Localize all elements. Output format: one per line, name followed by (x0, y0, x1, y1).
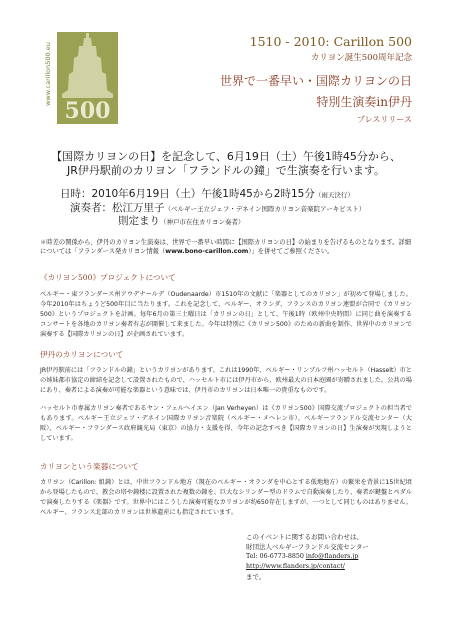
performer-line2 (118, 213, 245, 228)
section-body-itami-2: ハッセルト市専属カリヨン奏者であるヤン・フェルヘイエン（Jan Verheyen）は《カリヨン500》国際交流プロジェクトの担当者でもあります。ベルギー王立ジェフ・デネイン国際カリヨン音楽院（ベルギー・メヘレン市）、ベルギーフランドル交流センター（大阪）、ベルギー・フランダース政府観光局（東京）の協力・支援を得、今年の記念すべき【国際カリヨンの日】生演奏が実現しようとしています。 (40, 405, 412, 442)
performer-label: 演奏者： (70, 202, 112, 214)
performer2-note: （神戸市在住カリヨン奏者） (160, 218, 245, 226)
section-title-itami-carillon: 伊丹のカリヨンについて (40, 350, 124, 359)
event-date-text: 日時：2010年6月19日（土）午後1時45から2時15分 (60, 188, 315, 200)
logo-side-text: www.carillon500.eu (44, 42, 52, 106)
logo-box (57, 32, 118, 124)
lead-line1: 【国際カリヨンの日】を記念して、6月19日（土）午後1時45分から、 (51, 150, 401, 163)
bono-carillon-link[interactable]: www.bono-carillon.com (165, 248, 249, 255)
bell-tower-icon (57, 32, 118, 98)
performer1-note: （ベルギー王立ジェフ・デネイン国際カリヨン音楽院アーキビスト） (164, 205, 366, 213)
event-date (60, 186, 354, 201)
section-body-carillon500: ベルギー・東フランダース州アウデナールデ（Oudenaarde）市1510年の文献に「楽器としてのカリヨン」が初めて登場しました。今年2010年はちょうど500年目に当たります。これを記念して、ベルギー、オランダ、フランスのカリヨン連盟が合同で《カリヨン500》というプロジェクトを計画。毎年6月の第三土曜日は「カリヨンの日」として、午後1時（欧州中央時間）に同じ曲を演奏するコンサートを各地のカリヨン奏者有志が開催して来ました。今年は特別に《カリヨン500》のための新曲を制作、世界中のカリヨンで演奏する【国際カリヨンの日】が企画されています。 (40, 291, 412, 338)
section-title-instrument: カリヨンという楽器について (40, 462, 139, 471)
event-date-note: （雨天決行） (314, 191, 354, 199)
contact-tel-line (246, 552, 426, 562)
contact-tel: Tel: 06-6773-8850 (246, 553, 306, 560)
lead-line2: JR伊丹駅前のカリヨン「フランドルの鐘」で生演奏を行います。 (66, 164, 385, 177)
contact-line5: まで。 (246, 573, 266, 581)
contact-line1: このイベントに関するお問い合わせは、 (246, 533, 363, 541)
contact-url-link[interactable]: http://www.flanders.jp/contact/ (246, 563, 345, 570)
timezone-note: ＊時差の関係から、伊丹のカリヨン生演奏は、世界で一番早い時間に【国際カリヨンの日】の始まりを告げるものとなります。詳細については「フランダース発カリヨン情報（www.bono-carillon.com）」を併せてご参照ください。 (40, 239, 412, 255)
header-title: 1510 - 2010: Carillon 500 (249, 34, 412, 49)
press-release-label: プレスリリース (356, 115, 412, 124)
contact-block (246, 532, 426, 582)
section-body-instrument: カリヨン（Carillon: 組鐘）とは、中世フランドル地方（現在のベルギー・オランダを中心とする低地地方）の繁栄を背景に15世紀頃から登場したもので、教会の塔や鐘楼に設置された複数の鐘を、巨大なシリンダー型のドラムで自動演奏したり、奏者が鍵盤とペダルで演奏したりする《楽器》です。世界中にはこうした演奏可能なカリヨンが約650存在しますが、一つとして同じものはありません。ベルギー、フランス北部のカリヨンは世界遺産にも指定されています。 (40, 479, 412, 516)
contact-org: 財団法人ベルギーフランドル交流センター (246, 543, 369, 551)
header-main-line1: 世界で一番早い・国際カリヨンの日 (219, 74, 412, 88)
header-subtitle: カリヨン誕生500周年記念 (310, 53, 412, 63)
contact-email-link[interactable]: info@flanders.jp (305, 553, 359, 560)
logo-number: 500 (64, 98, 111, 124)
section-title-carillon500: 《カリヨン500》プロジェクトについて (40, 273, 176, 282)
carillon500-logo (40, 32, 118, 124)
section-body-itami-1: JR伊丹駅前には「フランドルの鐘」というカリヨンがあります。これは1990年、ベルギー・リンブルフ州ハッセルト（Hasselt）市との姉妹都市協定の締結を記念して設置されたもので、ハッセルト市には伊丹市から、欧州最大の日本庭園が寄贈されました。公共の場にあり、奏者による演奏が可能な楽器という意味では、伊丹市のカリヨンは日本唯一の貴重なものです。 (40, 367, 412, 394)
performer1-name: 松江万里子 (112, 202, 165, 214)
performer2-name: 則定まり (118, 215, 160, 227)
header-main-line2: 特別生演奏in伊丹 (316, 95, 412, 109)
